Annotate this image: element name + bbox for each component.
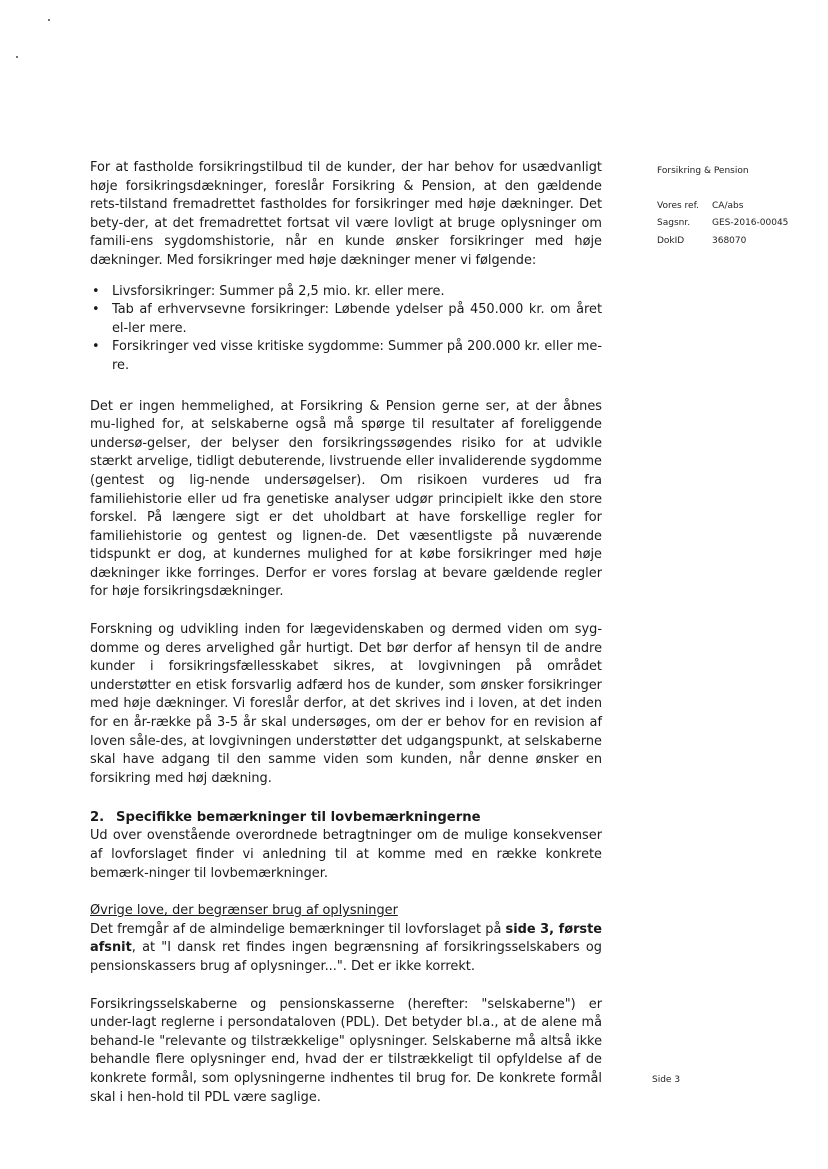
meta-value: 368070	[712, 235, 747, 246]
meta-row-case-number	[657, 215, 822, 233]
list-item: • Livsforsikringer: Summer på 2,5 mio. kr. eller mere.	[90, 283, 602, 302]
paragraph-section-intro: Ud over ovenstående overordnede betragtninger om de mulige konsekvenser af lovforslaget finder vi anledning til at komme med en række konkrete bemærk-ninger til lovbemærkninger.	[90, 828, 602, 881]
list-item: • Tab af erhvervsevne forsikringer: Løbende ydelser på 450.000 kr. om året el-ler mere.	[90, 301, 602, 338]
page-number: Side 3	[652, 1075, 681, 1085]
meta-row-doc-id	[657, 233, 822, 251]
meta-label: DokID	[657, 235, 685, 246]
document-meta-sidebar	[657, 163, 822, 250]
meta-label: Vores ref.	[657, 200, 699, 211]
coverage-list	[90, 283, 602, 376]
section-number: 2.	[90, 810, 105, 826]
document-body	[90, 159, 602, 1107]
text-segment: , at "I dansk ret findes ingen begrænsning af forsikringsselskabers og pensionskassers brug af oplysninger...". Det er ikke korrekt.	[90, 940, 602, 974]
paragraph-genetic-info: Det er ingen hemmelighed, at Forsikring & Pension gerne ser, at der åbnes mu-lighed for, at selskaberne også må spørge til resultater af foreliggende undersø-gelser, der belyser den forsikringssøgendes risiko for at udvikle stærkt arvelige, tidligt debuterende, livstruende eller invaliderende sygdomme (gentest og lig-nende undersøgelser). Om risikoen vurderes ud fra familiehistorie eller ud fra genetiske analyser udgør principielt ikke den store forskel. På længere sigt er det uholdbart at have forskellige regler for familiehistorie og gentest og lignen-de. Det væsentligste på nuværende tidspunkt er dog, at kundernes mulighed for at købe forsikringer med høje dækninger ikke forringes. Derfor er vores forslag at bevare gældende regler for høje forsikringsdækninger.	[90, 398, 602, 600]
scan-speck	[48, 19, 50, 21]
text-segment: Det fremgår af de almindelige bemærkninger til lovforslaget på	[90, 921, 506, 937]
meta-value: GES-2016-00045	[712, 218, 789, 228]
paragraph-intro: For at fastholde forsikringstilbud til de kunder, der har behov for usædvanligt høje forsikringsdækninger, foreslår Forsikring & Pension, at den gældende rets-tilstand fremadrettet fastholdes for forsikringer med høje dækninger. Det bety-der, at det fremadrettet fortsat vil være lovligt at bruge oplysninger om famili-ens sygdomshistorie, når en kunde ønsker forsikringer med høje dækninger. Med forsikringer med høje dækninger mener vi følgende:	[90, 160, 602, 268]
section-heading	[90, 808, 602, 827]
list-item: • Forsikringer ved visse kritiske sygdomme: Summer på 200.000 kr. eller me-re.	[90, 338, 602, 375]
meta-label: Sagsnr.	[657, 218, 691, 228]
subheading-other-laws: Øvrige love, der begrænser brug af oplysninger	[90, 903, 398, 919]
meta-row-ref	[657, 198, 822, 216]
section-title: Specifikke bemærkninger til lovbemærkningerne	[116, 810, 481, 826]
meta-value: CA/abs	[712, 200, 744, 211]
paragraph-research: Forskning og udvikling inden for lægevidenskaben og dermed viden om syg-domme og deres arvelighed går hurtigt. Det bør derfor af hensyn til de andre kunder i forsikringsfællesskabet sikres, at lovgivningen på området understøtter en etisk forsvarlig adfærd hos de kunder, som ønsker forsikringer med høje dækninger. Vi foreslår derfor, at det skrives ind i loven, at det inden for en år-række på 3-5 år skal undersøges, om der er behov for en revision af loven såle-des, at lovgivningen understøtter det udgangspunkt, at selskaberne skal have adgang til den samme viden som kunden, når denne ønsker en forsikring med høj dækning.	[90, 622, 602, 786]
sidebar-org-name: Forsikring & Pension	[657, 166, 749, 176]
scan-speck	[16, 56, 18, 58]
paragraph-pdl: Forsikringsselskaberne og pensionskasserne (herefter: "selskaberne") er under-lagt reglerne i persondataloven (PDL). Det betyder bl.a., at de alene må behand-le "relevante og tilstrækkelige" oplysninger. Selskaberne må altså ikke behandle flere oplysninger end, hvad der er tilstrækkeligt til opfyldelse af de konkrete formål, som oplysningerne indhentes til brug for. De konkrete formål skal i hen-hold til PDL være saglige.	[90, 996, 602, 1105]
paragraph-other-laws	[90, 902, 602, 976]
text-bold-reference: side 3, første afsnit	[90, 921, 602, 956]
